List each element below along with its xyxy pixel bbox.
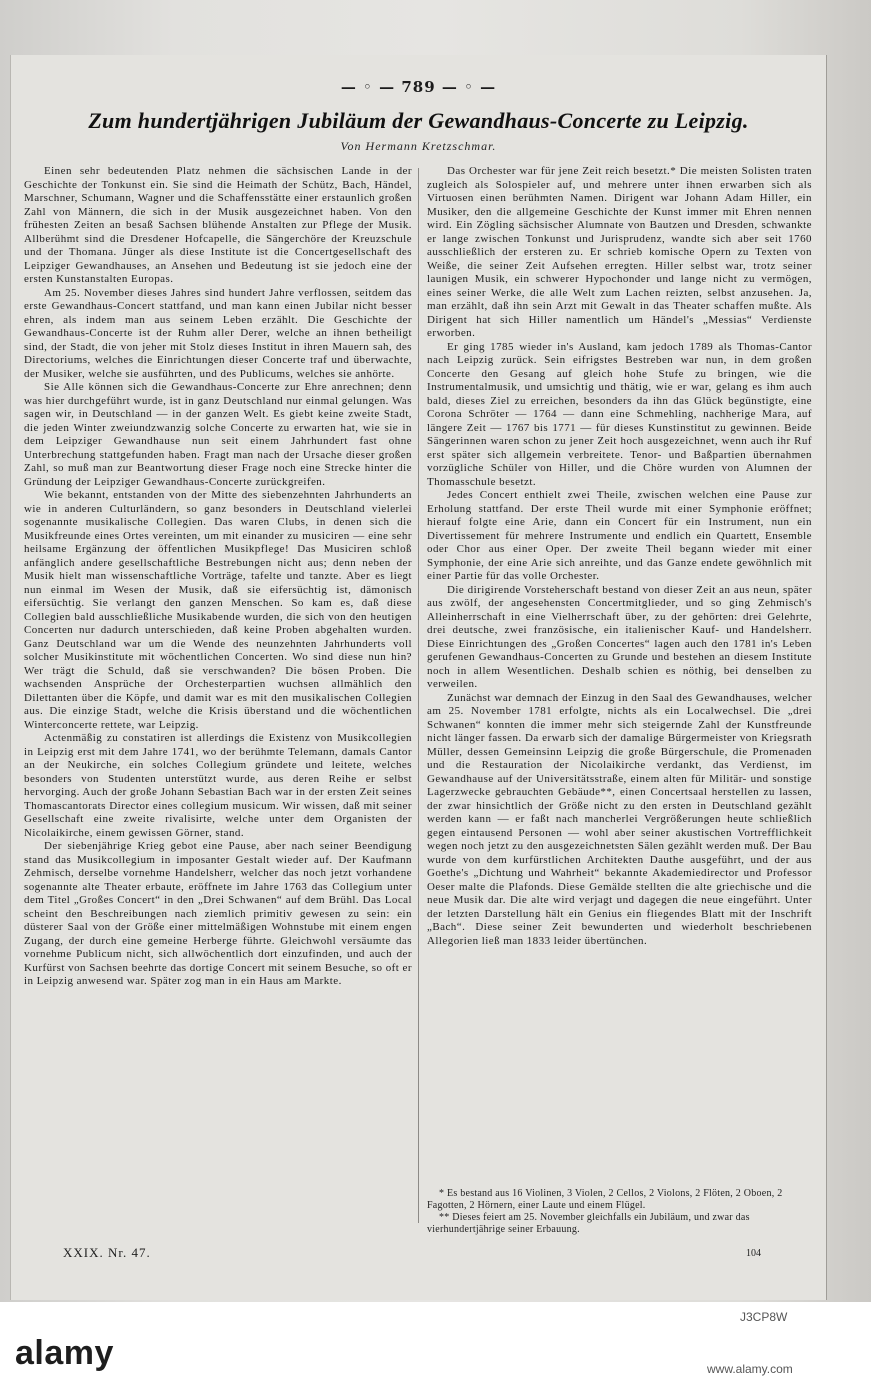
paragraph: Der siebenjährige Krieg gebot eine Pause, aber nach seiner Beendigung stand das Musikcollegium in imposanter Gestalt wieder auf. Der Kaufmann Zehmisch, derselbe vornehme Handelsherr, welcher das noch jetzt vorhandene sogenannte alte Theater erbaute, eröffnete im Jahre 1763 das Collegium unter dem Titel „Großes Concert“ in den „Drei Schwanen“ auf dem Brühl. Das Local scheint den Beschreibungen nach ziemlich primitiv gewesen zu sein: ein düsterer Saal von der Größe einer mittelmäßigen Wohnstube mit einem engen Zugang, der durch eine gemeine Herberge führte. Gleichwohl versäumte das vornehme Publicum nicht, sich allwöchentlich dort einzufinden, und auch der Kurfürst von Sachsen beehrte das dortige Concert mit seinem Besuche, so oft er in Leipzig anwesend war. Später zog man in ein Haus am Markte. <box>24 840 412 987</box>
paragraph: Die dirigirende Vorsteherschaft bestand von dieser Zeit an aus neun, später aus zwölf, der angesehensten Concertmitglieder, und so ging Zehmisch's Alleinherrschaft in eine Vielherrschaft über, zu der gehörten: drei Gelehrte, drei deutsche, zwei französische, ein italienischer Kauf- und Handelsherr. Diese Einrichtungen des „Großen Concertes“ lagen auch den 1781 in's Leben gerufenen Gewandhaus-Concerten zu Grunde und bestehen an diesem Institute noch in allem Wesentlichen. Deshalb schien es nöthig, bei denselben zu verweilen. <box>427 583 812 690</box>
paragraph: Jedes Concert enthielt zwei Theile, zwischen welchen eine Pause zur Erholung stattfand. Der erste Theil wurde mit einer Symphonie eröffnet; hierauf folgte eine Arie, dann ein Concert für ein Instrument, nun ein Divertissement für mehrere Instrumente und endlich ein Quartett, Ensemble oder Chor aus einer Oper. Der zweite Theil begann wieder mit einer Symphonie, der eine Arie sich anreihte, und das Ganze endete gewöhnlich mit einer Partie für das volle Orchester. <box>427 489 812 582</box>
author-byline: Von Hermann Kretzschmar. <box>340 139 497 153</box>
sheet-number: 104 <box>746 1248 761 1259</box>
watermark-strip <box>0 1302 871 1390</box>
paragraph: Zunächst war demnach der Einzug in den Saal des Gewandhauses, welcher am 25. November 1781 erfolgte, nichts als ein Localwechsel. Die „drei Schwanen“ konnten die immer mehr sich steigernde Zahl der Kunstfreunde nicht länger fassen. Da erwarb sich der damalige Bürgermeister von Kriegsrath Müller, dessen Gemeinsinn Leipzig die große Bürgerschule, die Promenaden und die Restauration der Nicolaikirche verdankt, das Verdienst, im Gewandhause auf der Universitätsstraße, einem alten für Militär- und sonstige Lagerzwecke gebrauchten Gebäude**, einen Concertsaal herstellen zu lassen, der zwar hinsichtlich der Größe nicht zu den ersten in Deutschland gezählt werden kann — er faßt nach mancherlei Vergrößerungen heute schließlich gegen eintausend Personen — wohl aber seiner akustischen Vortrefflichkeit wegen noch jetzt zu den ausgezeichnetsten Sälen gezählt werden muß. Der Bau wurde von dem kurfürstlichen Architekten Dauthe ausgeführt, und der aus Goethe's „Dichtung und Wahrheit“ bekannte Akademiedirector und Professor Oeser malte die Plafonds. Diese Gemälde stellten die alte griechische und die neue Musik dar. Die alte wird verjagt und dagegen die neue eingeführt. Unter der letzten Darstellung hält ein Genius ein fliegendes Blatt mit der Inschrift „Bach“. Diese seiner Zeit bewunderten und wiederholt beschriebenen Allegorien ließ man 1833 leider übertünchen. <box>427 691 812 947</box>
paragraph: Er ging 1785 wieder in's Ausland, kam jedoch 1789 als Thomas-Cantor nach Leipzig zurück. Sein eifrigstes Bestreben war nun, in dem großen Concerte den Gesang auf gleich hohe Stufe zu bringen, wie die Instrumentalmusik, und umsichtig und thätig, wie er war, gelang es ihm auch bald, dieses Ziel zu erreichen, besonders da ihn das Glück begünstigte, eine Corona Schröter — 1764 — dann eine Schmehling, nachherige Mara, auf längere Zeit — 1767 bis 1771 — für dieses Kunstinstitut zu gewinnen. Beide Sängerinnen waren schon zu jener Zeit hoch ausgezeichnet, wenn auch ihr Ruf erst später sich allgemein verbreitete. Tenor- und Baßpartien übernahmen vorzügliche Schüler von Hiller, und die Chöre wurden von Alumnen der Thomasschule besetzt. <box>427 340 812 488</box>
watermark-url: www.alamy.com <box>707 1362 793 1376</box>
paragraph: Wie bekannt, entstanden von der Mitte des siebenzehnten Jahrhunderts an wie in anderen Culturländern, so ganz besonders in Deutschland vielerlei sogenannte musikalische Collegien. Das waren Clubs, in denen sich die Musikfreunde eines Ortes vereinten, um mit einander zu musiciren — eine sehr heilsame Ergänzung der öffentlichen Musikpflege! Das Musiciren schloß anfänglich andere gesellschaftliche Bestrebungen nicht aus; denn neben der Musik hielt man wissenschaftliche Vorträge, tafelte und tanzte. Aber es liegt nun einmal im Wesen der Musik, daß sie eifersüchtig ist, dämonisch eifersüchtig. Sie verlangt den ganzen Menschen. So kam es, daß diese Collegien bald ausschließliche Musikabende wurden, die sich von den heutigen Concerten nur dadurch unterschieden, daß keine Proben abgehalten wurden. Ganz Deutschland war um die Wende des neunzehnten Jahrhunderts voll solcher Musikinstitute mit wöchentlichen Concerten. Wo sind diese nun hin? Wer trägt die Schuld, daß sie verschwanden? Die bösen Proben. Die wachsenden Ansprüche der Orchesterpartien wuchsen allmählich den Dilettanten über die Köpfe, und damit war es mit den musikalischen Collegien aus. Die einzige Stadt, welche die Krisis überstand und die wöchentlichen Winterconcerte rettete, war Leipzig. <box>24 489 412 731</box>
watermark-image-id: J3CP8W <box>740 1310 788 1324</box>
paragraph: Das Orchester war für jene Zeit reich besetzt.* Die meisten Solisten traten zugleich als Solospieler auf, und mehrere unter ihnen erwarben sich als Virtuosen einen berühmten Namen. Dirigent war Johann Adam Hiller, ein Musiker, den die allgemeine Geschichte der Kunst immer mit Ehren nennen wird. Ein Zögling sächsischer Alumnate von Bautzen und Dresden, schwankte er lange zwischen Tonkunst und Jurisprudenz, wandte sich aber seit 1760 ausschließlich der ersteren zu. Er schrieb komische Opern zu Texten von Weiße, die seiner Zeit Aufsehen erregten. Hiller selbst war, trotz seiner launigen Musik, ein schwerer Hypochonder und lange nicht zu vermögen, eines seiner Werke, die alle Welt zum Lachen reizten, selbst anzusehen. Ja, man erzählt, daß ihn sein Arzt mit Gewalt in das Theater schaffen mußte. Als Dirigent hat sich Hiller namentlich um Händel's „Messias“ Verdienste erworben. <box>427 165 812 339</box>
footnote: * Es bestand aus 16 Violinen, 3 Violen, 2 Cellos, 2 Violons, 2 Flöten, 2 Oboen, 2 Fagotten, 2 Hörnern, einer Laute und einem Flügel. <box>427 1188 783 1211</box>
page-number: — ◦ — 789 — ◦ — <box>340 78 497 96</box>
paragraph: Actenmäßig zu constatiren ist allerdings die Existenz von Musikcollegien in Leipzig erst mit dem Jahre 1741, wo der berühmte Telemann, damals Cantor an der Neukirche, ein solches Collegium gründete und leitete, welches besonders von Studenten unterstützt wurde, aus deren Reihe er selbst hervorging. Auch der große Johann Sebastian Bach war in der ersten Zeit seines Thomascantorats Director eines collegium musicum. Wir wissen, daß mit seiner Gesellschaft eine zweite rivalisirte, welche unter dem Organisten der Nicolaikirche, einem gewissen Görner, stand. <box>24 732 412 839</box>
volume-number: XXIX. Nr. 47. <box>63 1245 151 1260</box>
footnotes <box>427 1188 812 1236</box>
article-title: Zum hundertjährigen Jubiläum der Gewandhaus-Concerte zu Leipzig. <box>88 108 749 133</box>
paragraph: Einen sehr bedeutenden Platz nehmen die sächsischen Lande in der Geschichte der Tonkunst ein. Sie sind die Heimath der Schütz, Bach, Händel, Marschner, Schumann, Wagner und die Schaffensstätte einer erstaunlich großen Zahl von Männern, die sich in der Musik ausgezeichnet haben. Von den frühesten Zeiten an besaß Sachsen blühende Anstalten zur Pflege der Musik. Allberühmt sind die Dresdener Hofcapelle, die Sängerchöre der Kreuzschule und der Thomana. Jünger als diese Institute ist die Concertgesellschaft des Leipziger Gewandhauses, an Ansehen und Bedeutung ist sie jedoch eine der ersten Kunstanstalten Europas. <box>24 165 412 285</box>
watermark-logo: alamy <box>15 1334 114 1372</box>
column-divider <box>418 168 419 1223</box>
newspaper-page <box>10 55 827 1300</box>
left-column <box>24 165 412 989</box>
paragraph: Am 25. November dieses Jahres sind hundert Jahre verflossen, seitdem das erste Gewandhaus-Concert stattfand, und man kann einen Jubilar nicht besser ehren, als indem man aus seinem Leben erzählt. Die Geschichte der Gewandhaus-Concerte ist der Ruhm aller Derer, welche an ihnen betheiligt sind, der Stadt, die von jeher mit Stolz dieses Institut in ihren Mauern sah, des Directoriums, welches die Einrichtungen dieser Concerte traf und überwachte, der Musiker, welche sie ausführten, und des Publicums, welches sie anhörte. <box>24 286 412 380</box>
paragraph: Sie Alle können sich die Gewandhaus-Concerte zur Ehre anrechnen; denn was hier durchgeführt wurde, ist in ganz Deutschland nur einmal gelungen. Was sagen wir, in Deutschland — in der ganzen Welt. Es giebt keine zweite Stadt, die jeden Winter zweiundzwanzig solche Concerte zu erwarten hat, wie sie in dem Leipziger Gewandhause nun seit einem Jahrhundert fast ohne Unterbrechung stattgefunden haben. Fragt man nach der Ursache dieser großen Zahl, so muß man zur Beantwortung dieser Frage noch eine Strecke hinter die Gründung der Leipziger Gewandhaus-Concerte zurückgreifen. <box>24 381 412 488</box>
footnote: ** Dieses feiert am 25. November gleichfalls ein Jubiläum, und zwar das vierhundertjährige seiner Erbauung. <box>427 1212 750 1235</box>
right-column <box>427 165 812 948</box>
